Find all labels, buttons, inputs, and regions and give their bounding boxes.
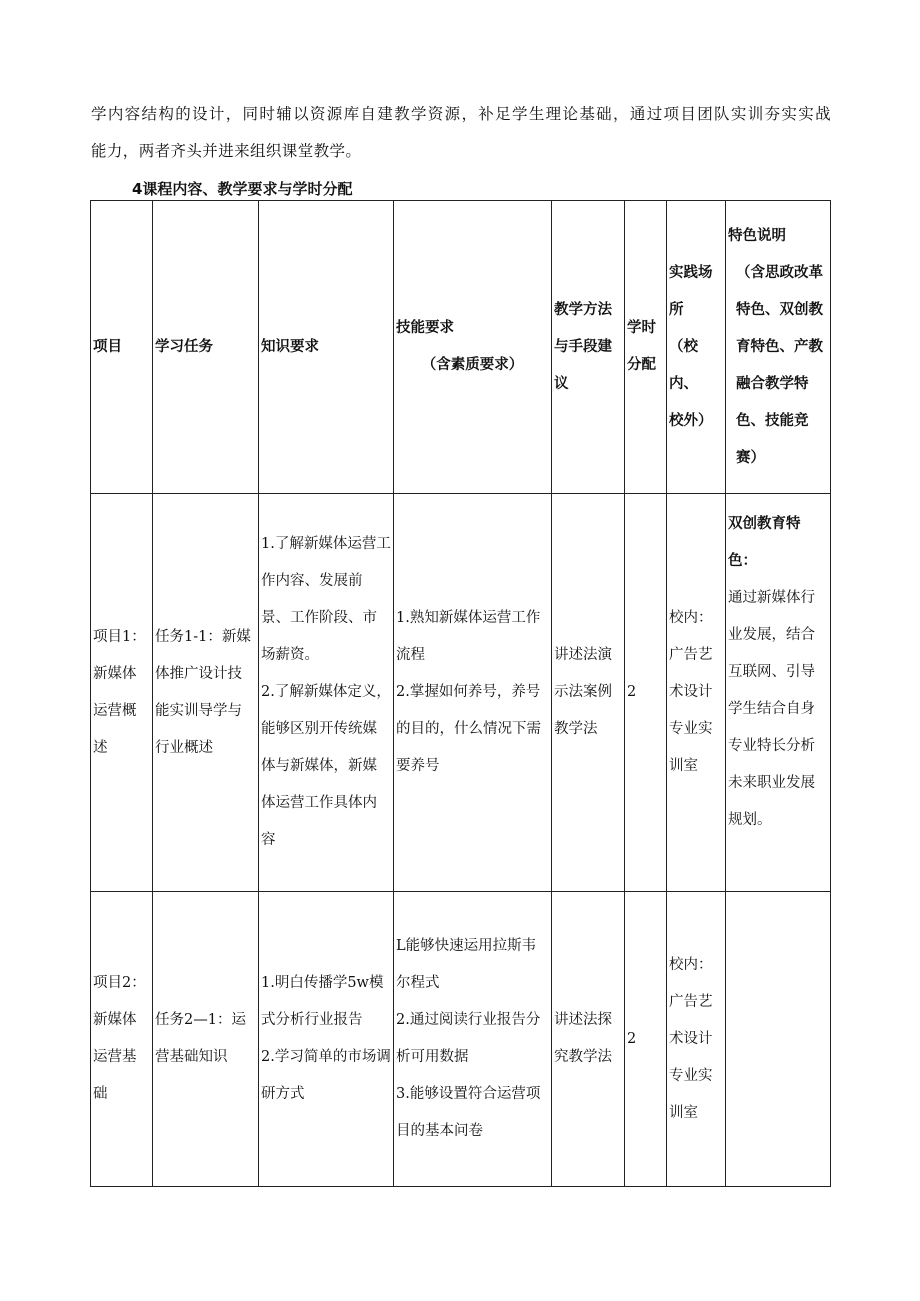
cell-feature [726,494,831,892]
header-feature-sub: （含思政改革特色、双创教育特色、产教融合教学特色、技能竞赛） [736,264,823,466]
header-hours: 学时分配 [625,201,667,494]
cell-method: 讲述法探究教学法 [552,892,625,1187]
header-knowledge: 知识要求 [259,201,394,494]
header-venue-text: 实践场所 （校内、 校外） [669,264,713,429]
header-feature [726,201,831,494]
header-feature-title: 特色说明 [728,227,786,244]
cell-hours: 2 [625,494,667,892]
table-row [91,494,831,892]
header-venue [667,201,726,494]
cell-skill: 1.熟知新媒体运营工作流程 2.掌握如何养号，养号的目的，什么情况下需要养号 [394,494,552,892]
cell-skill: L能够快速运用拉斯韦尔程式 2.通过阅读行业报告分析可用数据 3.能够设置符合运营项目的基本问卷 [394,892,552,1187]
cell-task: 任务1-1：新媒体推广设计技能实训导学与行业概述 [153,494,259,892]
course-content-table [90,200,831,1187]
table-header-row [91,201,831,494]
intro-line-1: 学内容结构的设计，同时辅以资源库自建教学资源，补足学生理论基础，通过项目团队实训夯实实战 [91,105,831,123]
feature-title: 双创教育特色： [728,516,801,569]
header-skill-sub: （含素质要求） [421,357,524,373]
cell-method: 讲述法演示法案例教学法 [552,494,625,892]
header-project: 项目 [91,201,153,494]
section-heading: 4课程内容、教学要求与学时分配 [132,180,353,198]
cell-project: 项目1：新媒体运营概述 [91,494,153,892]
feature-body: 通过新媒体行业发展，结合互联网、引导学生结合自身专业特长分析未来职业发展规划。 [728,590,815,828]
table-row [91,892,831,1187]
intro-paragraph [91,96,831,170]
cell-knowledge: 1.了解新媒体运营工作内容、发展前景、工作阶段、市场薪资。 2.了解新媒体定义，能够区别开传统媒体与新媒体，新媒体运营工作具体内容 [259,494,394,892]
cell-venue: 校内：广告艺术设计专业实训室 [667,892,726,1187]
cell-venue: 校内：广告艺术设计专业实训室 [667,494,726,892]
header-skill [394,201,552,494]
cell-project: 项目2：新媒体运营基础 [91,892,153,1187]
header-skill-title: 技能要求 [396,320,454,336]
cell-knowledge: 1.明白传播学5w模式分析行业报告 2.学习简单的市场调研方式 [259,892,394,1187]
cell-task: 任务2—1：运营基础知识 [153,892,259,1187]
intro-line-2: 能力，两者齐头并进来组织课堂教学。 [91,142,362,160]
header-task: 学习任务 [153,201,259,494]
cell-feature [726,892,831,1187]
header-method: 教学方法与手段建议 [552,201,625,494]
cell-hours: 2 [625,892,667,1187]
